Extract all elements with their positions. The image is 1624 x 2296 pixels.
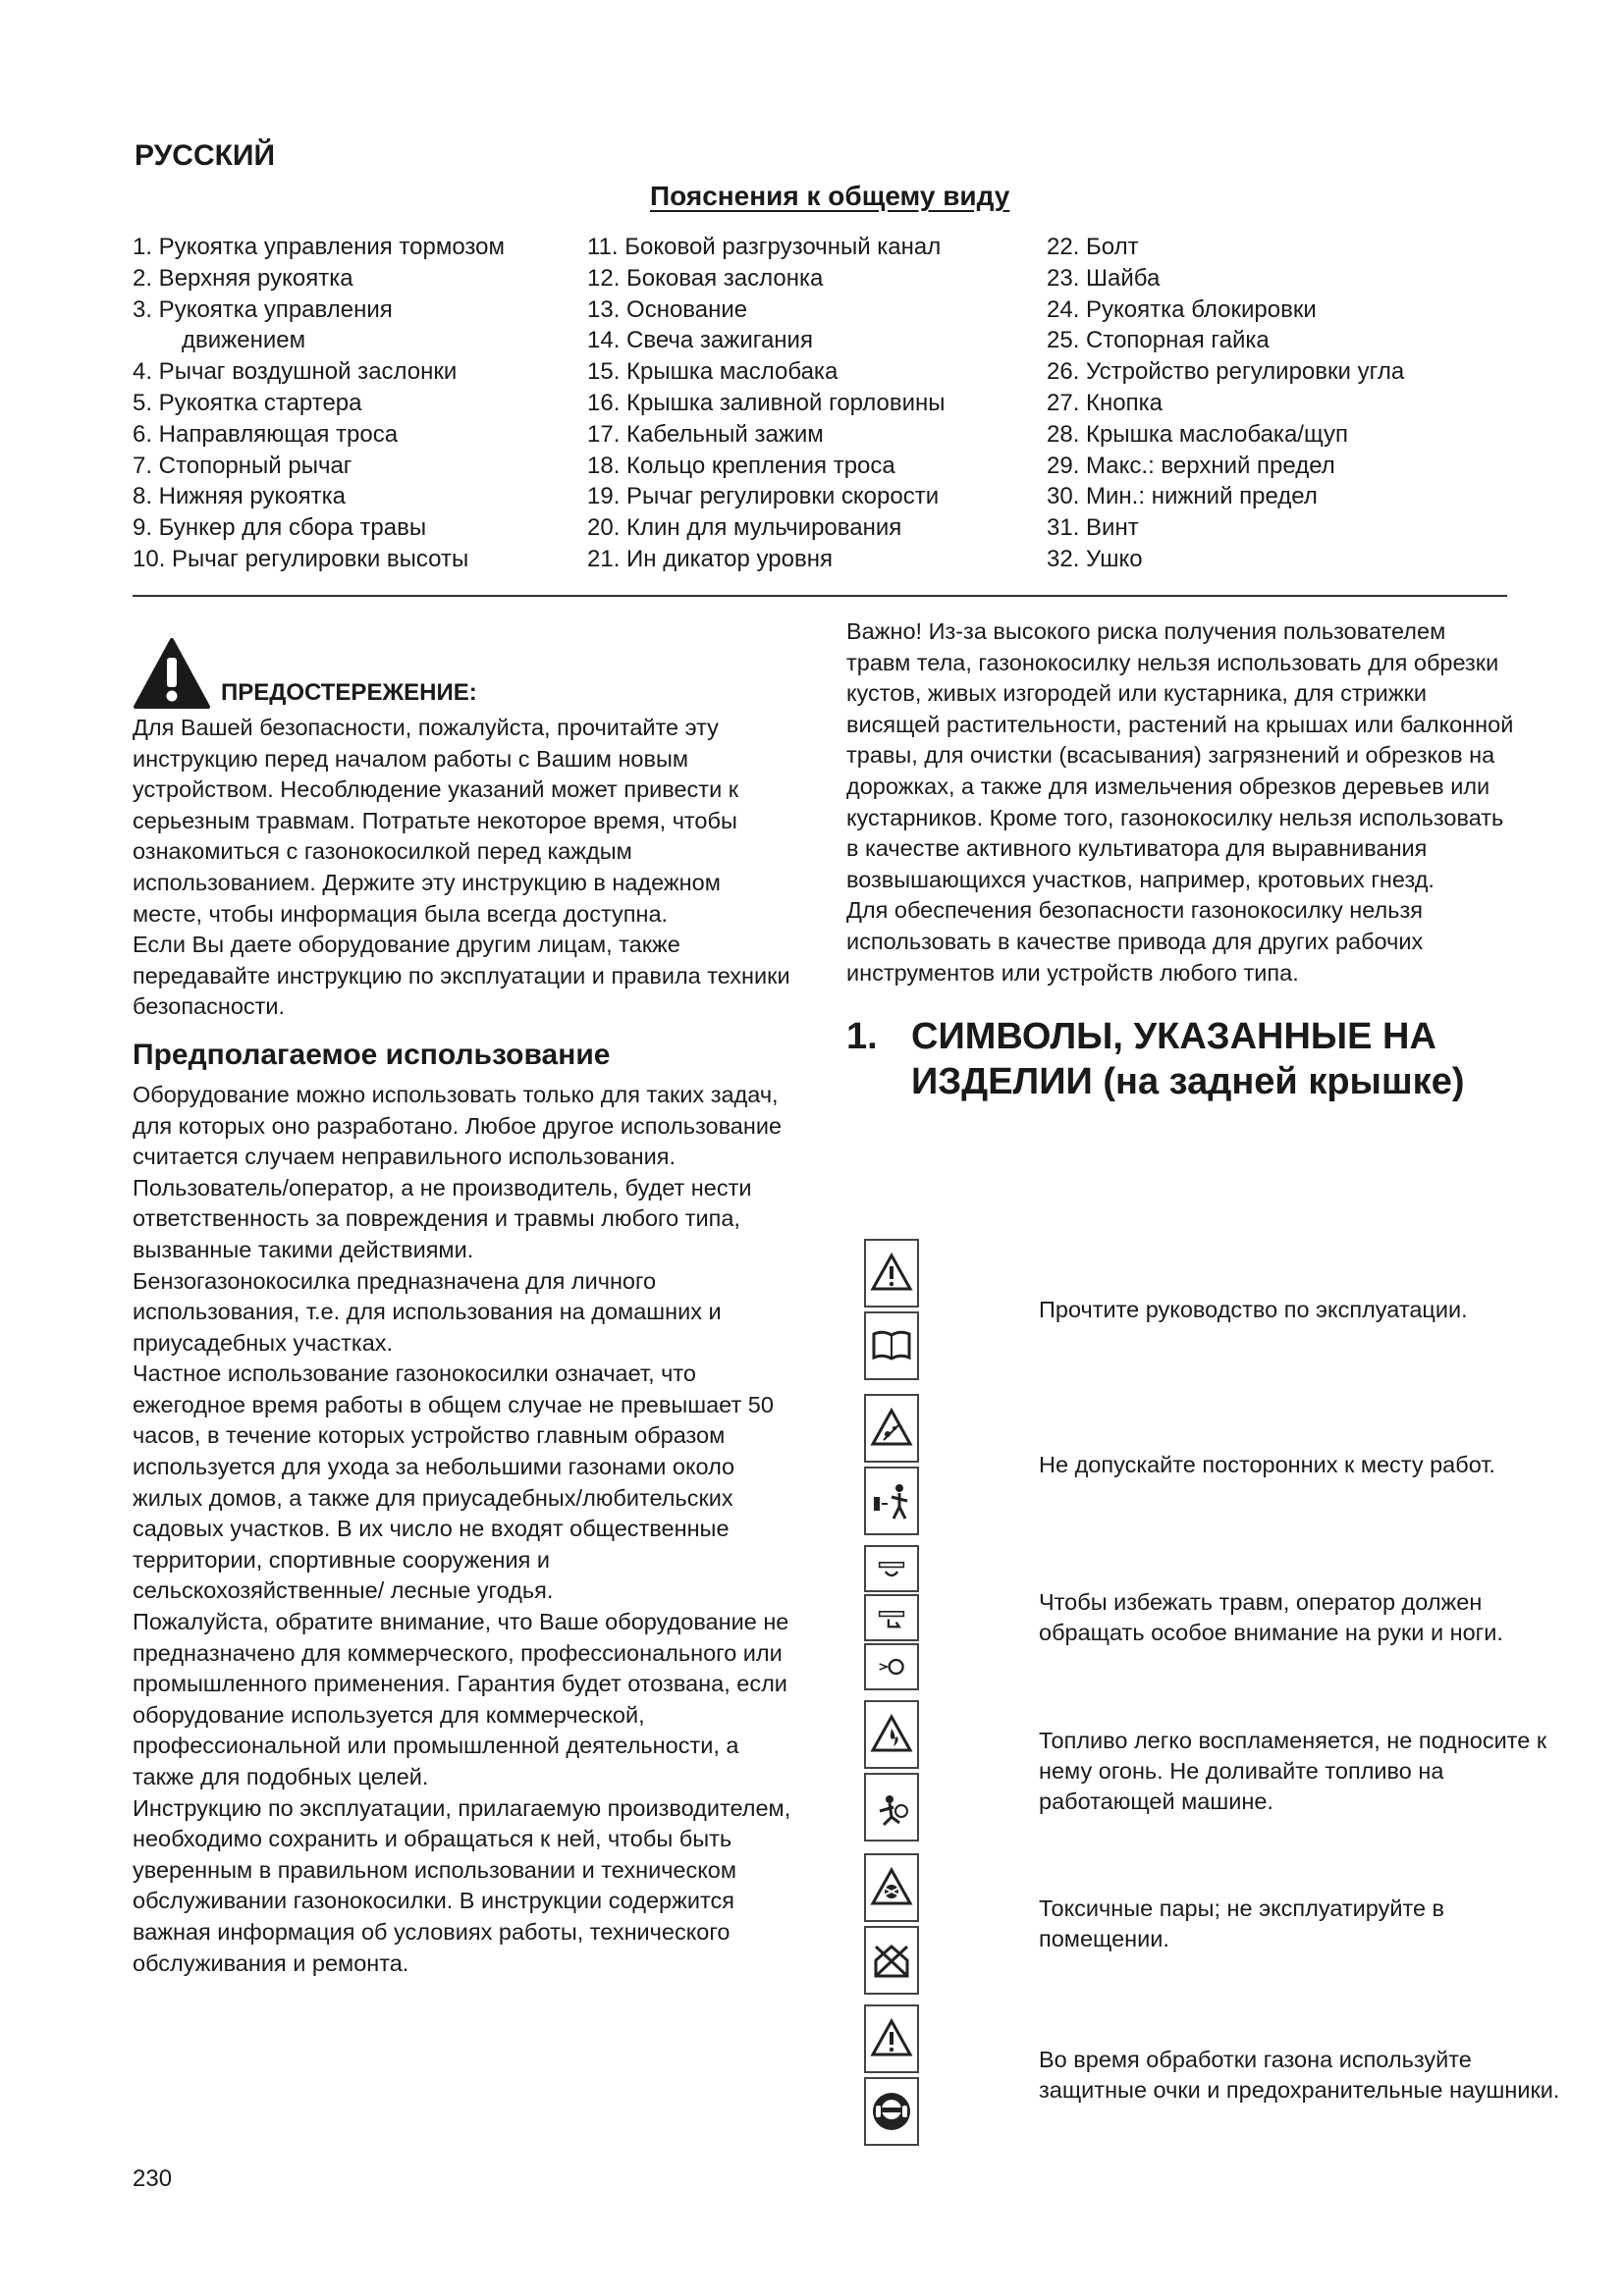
warning-header	[133, 626, 795, 711]
symbol-row	[864, 1545, 1569, 1690]
intended-use-paragraph: Оборудование можно использовать только для таких задач, для которых оно разработано. Любое другое использование считается случаем неправильного использования. Пользователь/оператор, а не производитель, будет нести ответственность за повреждения и травмы любого типа, вызванные такими действиями.	[133, 1081, 783, 1262]
symbol-row	[864, 1853, 1569, 1995]
keep-bystanders-away-icon	[864, 1467, 919, 1535]
legend-item: 22. Болт	[1047, 234, 1139, 260]
legend-column-2	[587, 232, 945, 575]
rotating-blade-icon	[864, 1643, 919, 1690]
legend-item: 30. Мин.: нижний предел	[1047, 483, 1318, 510]
warning-paragraph: Для Вашей безопасности, пожалуйста, прочитайте эту инструкцию перед началом работы с Вашим новым устройством. Несоблюдение указаний может привести к серьезным травмам. Потратьте некоторое время, чтобы ознакомиться с газонокосилкой перед каждым использованием. Держите эту инструкцию в надежном месте, чтобы информация была всегда доступна.	[133, 715, 739, 927]
legend-item: 26. Устройство регулировки угла	[1047, 358, 1405, 386]
warning-triangle-icon	[133, 636, 211, 711]
hand-cut-warning-icon	[864, 1545, 919, 1592]
legend-item: 11. Боковой разгрузочный канал	[587, 234, 942, 260]
wear-eye-ear-protection-icon	[864, 2077, 919, 2146]
warning-triangle-icon	[864, 2004, 919, 2073]
toxic-fumes-warning-icon	[864, 1853, 919, 1922]
legend-item: 24. Рукоятка блокировки	[1047, 295, 1317, 323]
intended-use-paragraph: Пожалуйста, обратите внимание, что Ваше оборудование не предназначено для коммерческого, профессионального или промышленного применения. Гарантия будет отозвана, если оборудование используется для коммерческой, профессиональной или промышленной деятельности, а также для подобных целей.	[133, 1609, 789, 1789]
legend-item: 14. Свеча зажигания	[587, 327, 813, 354]
legend-item: 21. Ин дикатор уровня	[587, 545, 833, 572]
legend-item: 29. Макс.: верхний предел	[1047, 452, 1335, 479]
intended-use-paragraph: Бензогазонокосилка предназначена для личного использования, т.е. для использования на домашних и приусадебных участках.	[133, 1267, 722, 1356]
open-book-icon	[864, 1311, 919, 1380]
legend-item: 5. Рукоятка стартера	[133, 389, 362, 416]
legend-item: 6. Направляющая троса	[133, 420, 399, 448]
symbol-description: Чтобы избежать травм, оператор должен обращать особое внимание на руки и ноги.	[1039, 1589, 1503, 1645]
legend-item: 27. Кнопка	[1047, 389, 1163, 416]
symbol-description: Во время обработки газона используйте защитные очки и предохранительные наушники.	[1039, 2047, 1560, 2103]
legend-item: 4. Рычаг воздушной заслонки	[133, 358, 458, 386]
symbol-description: Токсичные пары; не эксплуатируйте в помещении.	[1039, 1896, 1445, 1951]
important-paragraph: Важно! Из-за высокого риска получения пользователем травм тела, газонокосилку нельзя использовать для обрезки кустов, живых изгородей или кустарника, для стрижки висящей растительности, растений на крышах или балконной травы, для очистки (всасывания) загрязнений и обрезков на дорожках, а также для измельчения обрезков деревьев или кустарников. Кроме того, газонокосилку нельзя использовать в качестве активного культиватора для выравнивания возвышающихся участков, например, кротовьих гнезд.	[846, 618, 1514, 892]
foot-cut-warning-icon	[864, 1594, 919, 1641]
legend-item: 2. Верхняя рукоятка	[133, 264, 353, 292]
legend-item: 3. Рукоятка управления	[133, 295, 393, 323]
legend-item: 18. Кольцо крепления троса	[587, 452, 895, 479]
symbol-row	[864, 1394, 1569, 1535]
warning-triangle-icon	[864, 1239, 919, 1308]
thrown-object-warning-icon	[864, 1394, 919, 1463]
intended-use-title: Предполагаемое использование	[133, 1038, 611, 1071]
legend-item: 8. Нижняя рукоятка	[133, 483, 346, 510]
legend-item: 10. Рычаг регулировки высоты	[133, 545, 469, 572]
section-divider	[133, 595, 1507, 597]
symbol-description: Не допускайте посторонних к месту работ.	[1039, 1451, 1495, 1477]
legend-column-3	[1047, 232, 1404, 575]
legend-item: 17. Кабельный зажим	[587, 420, 824, 448]
intended-use-paragraph: Инструкцию по эксплуатации, прилагаемую производителем, необходимо сохранить и обращаться к ней, чтобы быть уверенным в правильном использовании и техническом обслуживании газонокосилки. В инструкции содержится важная информация об условиях работы, технического обслуживания и ремонта.	[133, 1794, 791, 1976]
symbol-description: Прочтите руководство по эксплуатации.	[1039, 1296, 1468, 1322]
legend-item: 7. Стопорный рычаг	[133, 452, 352, 479]
legend-item: 25. Стопорная гайка	[1047, 327, 1270, 354]
legend-item: 32. Ушко	[1047, 545, 1143, 572]
symbol-description: Топливо легко воспламеняется, не подносите к нему огонь. Не доливайте топливо на работающей машине.	[1039, 1727, 1547, 1814]
section-number: 1.	[846, 1016, 878, 1058]
legend-item: 15. Крышка маслобака	[587, 358, 839, 386]
legend-item: 9. Бункер для сбора травы	[133, 514, 427, 542]
fire-warning-icon	[864, 1700, 919, 1769]
legend-item: 12. Боковая заслонка	[587, 264, 824, 292]
intended-use-paragraph: Частное использование газонокосилки означает, что ежегодное время работы в общем случае не превышает 50 часов, в течение которых устройство главным образом используется для ухода за небольшими газонами около жилых домов, а также для приусадебных/любительских садовых участков. В их число не входят общественные территории, спортивные сооружения и сельскохозяйственные/ лесные угодья.	[133, 1361, 774, 1604]
symbol-row	[864, 2004, 1569, 2146]
legend-item: 1. Рукоятка управления тормозом	[133, 234, 505, 260]
left-column	[133, 626, 795, 1979]
legend-item: движением	[182, 327, 306, 354]
symbol-row	[864, 1700, 1569, 1842]
warning-paragraph: Если Вы даете оборудование другим лицам, также передавайте инструкцию по эксплуатации и правила техники безопасности.	[133, 932, 790, 1020]
right-column	[846, 616, 1514, 1104]
language-header: РУССКИЙ	[135, 139, 276, 172]
section-heading	[846, 1014, 1514, 1104]
page-number: 230	[133, 2165, 173, 2192]
section-title: СИМВОЛЫ, УКАЗАННЫЕ НА ИЗДЕЛИИ (на задней крышке)	[911, 1016, 1465, 1103]
no-refuel-running-icon	[864, 1773, 919, 1842]
legend-item: 31. Винт	[1047, 514, 1139, 542]
legend-item: 19. Рычаг регулировки скорости	[587, 483, 940, 510]
important-paragraph: Для обеспечения безопасности газонокосилку нельзя использовать в качестве привода для других рабочих инструментов или устройств любого типа.	[846, 897, 1424, 986]
warning-label: ПРЕДОСТЕРЕЖЕНИЕ:	[221, 679, 477, 707]
no-indoor-operation-icon	[864, 1926, 919, 1995]
legend-column-1	[133, 232, 505, 575]
legend-item: 20. Клин для мульчирования	[587, 514, 902, 542]
legend-item: 13. Основание	[587, 295, 748, 323]
legend-item: 16. Крышка заливной горловины	[587, 389, 946, 416]
legend-item: 28. Крышка маслобака/щуп	[1047, 420, 1348, 448]
legend-item: 23. Шайба	[1047, 264, 1161, 292]
symbol-row	[864, 1239, 1569, 1380]
legend-title: Пояснения к общему виду	[650, 181, 1010, 211]
